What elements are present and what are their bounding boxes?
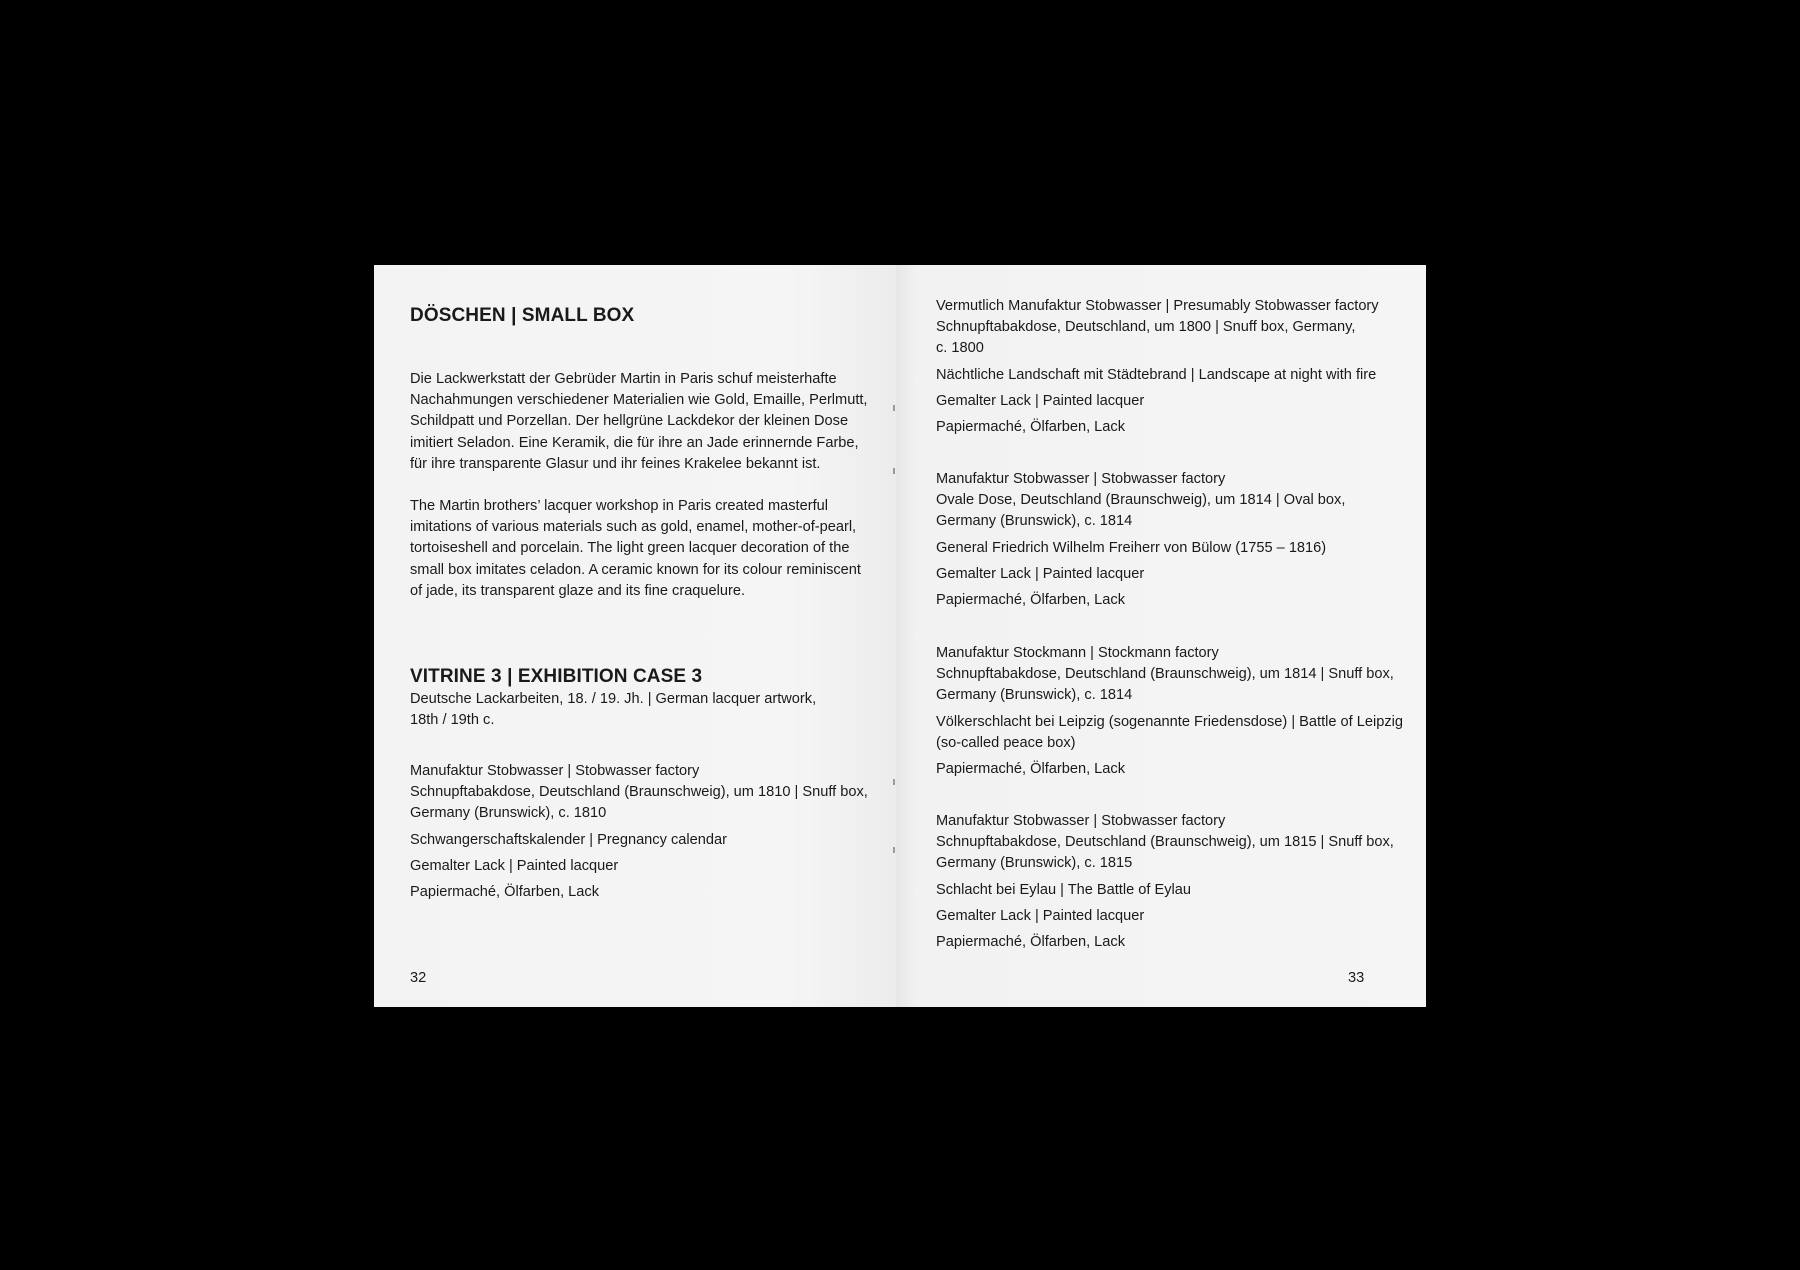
open-booklet bbox=[374, 265, 1426, 1007]
entry-object: Schnupftabakdose, Deutschland (Braunschweig), um 1810 | Snuff box, bbox=[410, 784, 868, 801]
entry-material: Papiermaché, Ölfarben, Lack bbox=[936, 592, 1126, 609]
entry-material: Papiermaché, Ölfarben, Lack bbox=[936, 934, 1126, 951]
section-heading-exhibition-case: VITRINE 3 | EXHIBITION CASE 3 bbox=[410, 666, 703, 687]
case-subtitle-line: 18th / 19th c. bbox=[410, 712, 495, 729]
text-line: tortoiseshell and porcelain. The light green lacquer decoration of the bbox=[410, 540, 850, 557]
small-box-section bbox=[410, 304, 880, 328]
entry-object: Schnupftabakdose, Deutschland (Braunschweig), um 1814 | Snuff box, bbox=[936, 666, 1394, 683]
entry-material: Papiermaché, Ölfarben, Lack bbox=[936, 761, 1126, 778]
entry-subject: Völkerschlacht bei Leipzig (sogenannte Friedensdose) | Battle of Leipzig bbox=[936, 713, 1404, 730]
entry-object: Germany (Brunswick), c. 1815 bbox=[936, 855, 1133, 872]
entry-maker: Manufaktur Stockmann | Stockmann factory bbox=[936, 645, 1219, 661]
text-line: imitations of various materials such as gold, enamel, mother-of-pearl, bbox=[410, 519, 857, 536]
binding-stitch bbox=[893, 468, 895, 474]
page-number-right: 33 bbox=[1348, 970, 1365, 986]
entry-object: Schnupftabakdose, Deutschland (Braunschweig), um 1815 | Snuff box, bbox=[936, 834, 1394, 851]
section-heading-small-box: DÖSCHEN | SMALL BOX bbox=[410, 305, 635, 326]
english-paragraph bbox=[410, 496, 890, 602]
entry-object: c. 1800 bbox=[936, 340, 984, 357]
entry-maker: Manufaktur Stobwasser | Stobwasser factory bbox=[410, 763, 700, 779]
page-number-left: 32 bbox=[410, 970, 427, 986]
entry-material: Papiermaché, Ölfarben, Lack bbox=[936, 419, 1126, 436]
entry-maker: Manufaktur Stobwasser | Stobwasser factory bbox=[936, 813, 1226, 829]
entry-object: Germany (Brunswick), c. 1810 bbox=[410, 805, 607, 822]
text-line: small box imitates celadon. A ceramic known for its colour reminiscent bbox=[410, 561, 861, 578]
binding-stitch bbox=[893, 405, 895, 411]
entry-technique: Gemalter Lack | Painted lacquer bbox=[936, 907, 1145, 924]
binding-stitch bbox=[893, 779, 895, 785]
text-line: Schildpatt und Porzellan. Der hellgrüne Lackdekor der kleinen Dose bbox=[410, 413, 849, 430]
entry-subject: Nächtliche Landschaft mit Städtebrand | Landscape at night with fire bbox=[936, 366, 1377, 383]
entry-subject: Schlacht bei Eylau | The Battle of Eylau bbox=[936, 881, 1192, 898]
left-page bbox=[374, 265, 896, 1007]
text-line: The Martin brothers’ lacquer workshop in Paris created masterful bbox=[410, 498, 828, 514]
german-paragraph bbox=[410, 369, 890, 475]
catalog-entry bbox=[936, 296, 1416, 438]
case-subtitle-line: Deutsche Lackarbeiten, 18. / 19. Jh. | German lacquer artwork, bbox=[410, 691, 817, 707]
exhibition-case-section bbox=[410, 665, 890, 731]
text-line: Nachahmungen verschiedener Materialien wie Gold, Emaille, Perlmutt, bbox=[410, 392, 868, 409]
catalog-entry bbox=[936, 469, 1416, 611]
right-page bbox=[896, 265, 1426, 1007]
entry-subject: Schwangerschaftskalender | Pregnancy calendar bbox=[410, 831, 727, 848]
binding-stitch bbox=[893, 847, 895, 853]
entry-maker: Manufaktur Stobwasser | Stobwasser factory bbox=[936, 471, 1226, 487]
catalog-entry bbox=[936, 811, 1416, 953]
entry-material: Papiermaché, Ölfarben, Lack bbox=[410, 884, 600, 901]
catalog-entry bbox=[936, 643, 1416, 780]
entry-technique: Gemalter Lack | Painted lacquer bbox=[410, 857, 619, 874]
entry-object: Germany (Brunswick), c. 1814 bbox=[936, 687, 1133, 704]
catalog-entry bbox=[410, 761, 890, 903]
entry-subject: (so-called peace box) bbox=[936, 734, 1076, 751]
entry-object: Ovale Dose, Deutschland (Braunschweig), um 1814 | Oval box, bbox=[936, 492, 1346, 509]
text-line: imitiert Seladon. Eine Keramik, die für ihre an Jade erinnernde Farbe, bbox=[410, 434, 859, 451]
entry-subject: General Friedrich Wilhelm Freiherr von Bülow (1755 – 1816) bbox=[936, 539, 1327, 556]
entry-object: Schnupftabakdose, Deutschland, um 1800 | Snuff box, Germany, bbox=[936, 319, 1356, 336]
text-line: Die Lackwerkstatt der Gebrüder Martin in Paris schuf meisterhafte bbox=[410, 371, 837, 387]
entry-technique: Gemalter Lack | Painted lacquer bbox=[936, 565, 1145, 582]
entry-object: Germany (Brunswick), c. 1814 bbox=[936, 513, 1133, 530]
entry-maker: Vermutlich Manufaktur Stobwasser | Presumably Stobwasser factory bbox=[936, 298, 1379, 314]
entry-technique: Gemalter Lack | Painted lacquer bbox=[936, 392, 1145, 409]
text-line: of jade, its transparent glaze and its fine craquelure. bbox=[410, 582, 746, 599]
text-line: für ihre transparente Glasur und ihr feines Krakelee bekannt ist. bbox=[410, 455, 821, 472]
